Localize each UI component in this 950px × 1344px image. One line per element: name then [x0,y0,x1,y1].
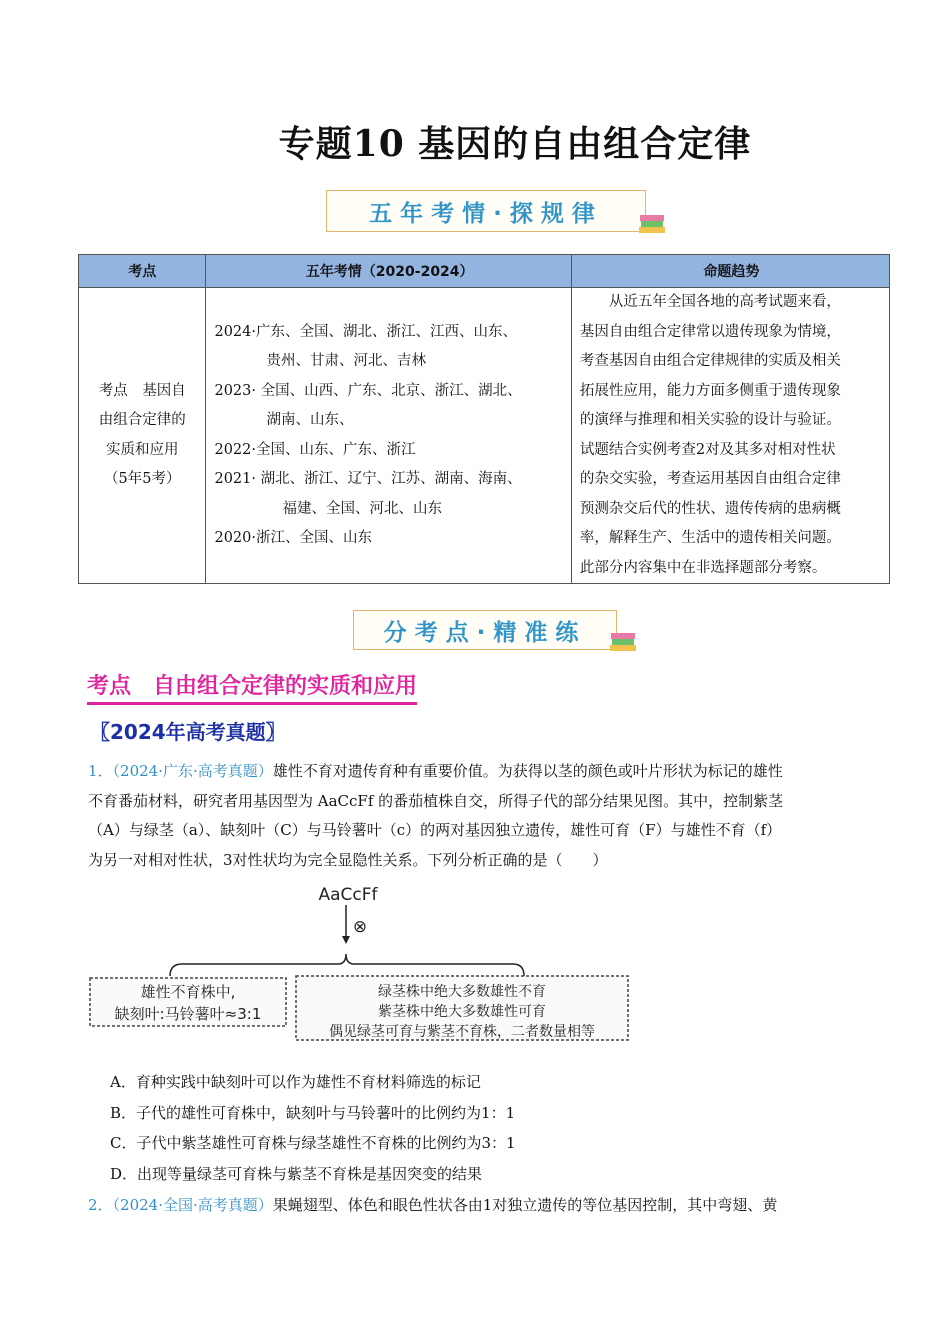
right-box-line: 偶见绿茎可育与紫茎不育株，二者数量相等 [329,1024,595,1040]
trend-line: 率，解释生产、生活中的遗传相关问题。 [579,530,841,546]
banner-exam-text: 五年考情·探规律 [369,200,603,227]
point-line: （5年5考） [104,471,181,487]
trend-line: 考查基因自由组合定律规律的实质及相关 [579,353,841,369]
trend-line: 从近五年全国各地的高考试题来看， [579,294,841,310]
question-1-options [110,1067,516,1189]
year-line-cont: 贵州、甘肃、河北、吉林 [266,353,426,369]
year-heading: 〖2024年高考真题〗 [90,720,286,744]
question-text: 雄性不育对遗传育种有重要价值。为获得以茎的颜色或叶片形状为标记的雄性 [272,762,783,780]
question-text: 不育番茄材料，研究者用基因型为 AaCcFf 的番茄植株自交，所得子代的部分结果见图。其中，控制紫茎 [88,791,784,810]
question-2 [88,1191,868,1221]
header-trend: 命题趋势 [571,255,889,288]
arrow-icon [342,936,350,944]
year-entry [214,524,564,554]
trend-line: 试题结合实例考查2对及其多对相对性状 [579,441,836,458]
year-entry [214,436,564,466]
year-line: 2022·全国、山东、广东、浙江 [214,441,416,458]
books-icon [608,631,638,653]
trend-line: 预测杂交后代的性状、遗传传病的患病概 [579,500,841,517]
year-entry [214,318,564,377]
cross-diagram [88,880,648,1050]
question-text: 果蝇翅型、体色和眼色性状各由1对独立遗传的等位基因控制，其中弯翅、黄 [272,1196,778,1214]
question-source: （2024·广东·高考真题） [112,762,273,780]
trend-line: 的杂交实验，考查运用基因自由组合定律 [579,471,841,487]
header-years: 五年考情（2020-2024） [206,255,571,288]
question-number: 2． [88,1196,113,1214]
point-line: 实质和应用 [105,441,179,458]
question-source: （2024·全国·高考真题） [112,1196,273,1214]
exam-overview-table [78,254,890,584]
question-number: 1． [88,762,113,780]
right-box-line: 紫茎株中绝大多数雄性可育 [378,1004,546,1020]
option-d: D．出现等量绿茎可育株与紫茎不育株是基因突变的结果 [110,1164,483,1183]
trend-cell [571,288,889,584]
banner-exam-overview [326,190,646,232]
question-1 [88,757,868,875]
header-point: 考点 [79,255,206,288]
year-line-cont: 湖南、山东、 [266,412,354,428]
parent-genotype: AaCcFf [318,885,378,905]
books-icon [637,213,667,235]
year-entry [214,377,564,436]
banner-practice-text: 分考点·精准练 [383,619,587,646]
year-line: 2024·广东、全国、湖北、浙江、江西、山东、 [214,323,517,340]
right-box-line: 绿茎株中绝大多数雄性不育 [378,984,546,1000]
banner-practice [353,610,617,650]
option-c: C．子代中紫茎雄性可育株与绿茎雄性不育株的比例约为3：1 [110,1134,516,1152]
trend-line: 此部分内容集中在非选择题部分考察。 [579,559,827,576]
year-line-cont: 福建、全国、河北、山东 [282,500,442,517]
year-line: 2021· 湖北、浙江、辽宁、江苏、湖南、海南、 [214,471,522,487]
section-title: 考点 自由组合定律的实质和应用 [87,672,417,705]
offspring-brace [170,954,524,976]
year-line: 2023· 全国、山西、广东、北京、浙江、湖北、 [214,382,522,399]
trend-line: 的演绎与推理和相关实验的设计与验证。 [579,412,841,428]
question-text: 为另一对相对性状，3对性状均为完全显隐性关系。下列分析正确的是（ ） [88,850,608,869]
page-title: 专题10 基因的自由组合定律 [278,123,752,165]
trend-line: 拓展性应用，能力方面多侧重于遗传现象 [579,382,841,399]
point-line: 考点 基因自 [98,382,186,399]
left-box-line: 缺刻叶:马铃薯叶≈3:1 [114,1005,262,1023]
year-entry [214,465,564,524]
option-a: A．育种实践中缺刻叶可以作为雄性不育材料筛选的标记 [110,1073,481,1091]
selfing-symbol: ⊗ [352,917,368,937]
point-cell [79,288,206,584]
point-line: 由组合定律的 [98,412,186,428]
option-b: B．子代的雄性可育株中，缺刻叶与马铃薯叶的比例约为1：1 [110,1103,516,1122]
left-box-line: 雄性不育株中, [140,983,236,1001]
question-text: （A）与绿茎（a）、缺刻叶（C）与马铃薯叶（c）的两对基因独立遗传，雄性可育（F）与雄性不育（f） [88,821,782,839]
year-line: 2020·浙江、全国、山东 [214,530,372,546]
years-cell [206,288,571,584]
trend-line: 基因自由组合定律常以遗传现象为情境， [579,323,841,340]
